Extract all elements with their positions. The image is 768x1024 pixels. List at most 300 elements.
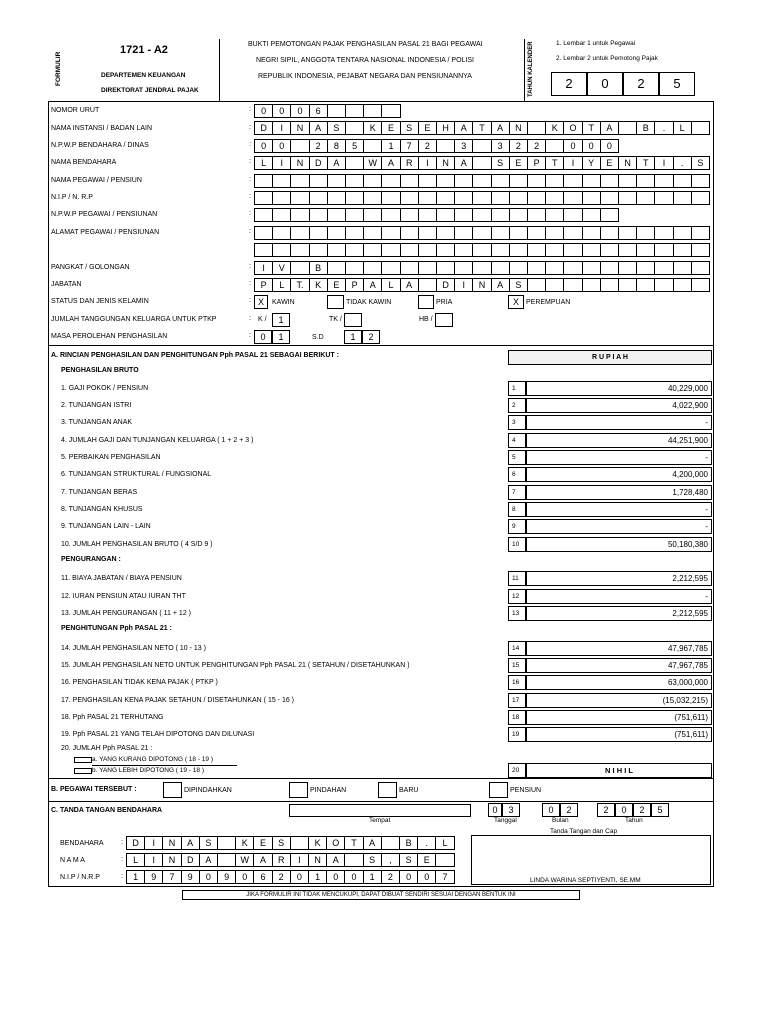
char-cell[interactable] bbox=[290, 191, 309, 205]
char-cell[interactable] bbox=[491, 261, 510, 275]
tempat-field[interactable] bbox=[289, 804, 471, 817]
char-cell[interactable] bbox=[545, 208, 564, 222]
char-cell[interactable]: S bbox=[399, 853, 418, 867]
char-cell[interactable] bbox=[545, 191, 564, 205]
char-cell[interactable] bbox=[654, 174, 673, 188]
char-cell[interactable] bbox=[527, 226, 546, 240]
char-cell[interactable]: K bbox=[363, 121, 382, 135]
char-cell[interactable] bbox=[309, 243, 328, 257]
row-value[interactable]: 47,967,785 bbox=[526, 658, 712, 673]
char-cell[interactable] bbox=[400, 208, 419, 222]
char-cell[interactable] bbox=[654, 261, 673, 275]
char-cell[interactable]: D bbox=[126, 836, 145, 850]
checkbox-tidak-kawin[interactable] bbox=[327, 295, 344, 309]
row-value[interactable]: 4,022,900 bbox=[526, 398, 712, 413]
char-cell[interactable]: T bbox=[472, 121, 491, 135]
year-digit[interactable]: 0 bbox=[587, 72, 623, 96]
char-cell[interactable]: I bbox=[254, 261, 273, 275]
char-cell[interactable]: A bbox=[363, 836, 382, 850]
char-cell[interactable] bbox=[654, 243, 673, 257]
char-cell[interactable] bbox=[636, 261, 655, 275]
char-cell[interactable]: 0 bbox=[399, 870, 418, 884]
char-cell[interactable]: A bbox=[253, 853, 272, 867]
char-cell[interactable] bbox=[527, 261, 546, 275]
char-cell[interactable]: D bbox=[436, 278, 455, 292]
char-cell[interactable]: W bbox=[363, 156, 382, 170]
masa-from-digit[interactable]: 1 bbox=[272, 330, 290, 344]
char-cell[interactable]: 0 bbox=[235, 870, 254, 884]
char-cell[interactable] bbox=[290, 208, 309, 222]
char-cell[interactable] bbox=[636, 243, 655, 257]
char-cell[interactable] bbox=[217, 836, 236, 850]
char-cell[interactable]: T bbox=[636, 156, 655, 170]
char-cell[interactable]: S bbox=[691, 156, 710, 170]
char-cell[interactable] bbox=[491, 243, 510, 257]
char-cell[interactable] bbox=[563, 208, 582, 222]
char-cell[interactable]: A bbox=[454, 156, 473, 170]
char-cell[interactable]: N bbox=[290, 156, 309, 170]
char-cell[interactable]: E bbox=[253, 836, 272, 850]
char-cell[interactable] bbox=[381, 191, 400, 205]
char-cell[interactable]: E bbox=[418, 121, 437, 135]
char-cell[interactable]: N bbox=[436, 156, 455, 170]
masa-to-digit[interactable]: 2 bbox=[362, 330, 380, 344]
sub-20b-box[interactable] bbox=[74, 768, 92, 774]
char-cell[interactable] bbox=[545, 278, 564, 292]
char-cell[interactable]: 7 bbox=[435, 870, 454, 884]
char-cell[interactable]: K bbox=[235, 836, 254, 850]
year-digit[interactable]: 5 bbox=[659, 72, 695, 96]
char-cell[interactable] bbox=[545, 139, 564, 153]
char-cell[interactable]: N bbox=[618, 156, 637, 170]
char-cell[interactable]: , bbox=[381, 853, 400, 867]
char-cell[interactable] bbox=[436, 174, 455, 188]
char-cell[interactable]: A bbox=[199, 853, 218, 867]
char-cell[interactable]: 0 bbox=[326, 870, 345, 884]
char-cell[interactable] bbox=[527, 191, 546, 205]
char-cell[interactable] bbox=[254, 243, 273, 257]
char-cell[interactable] bbox=[654, 278, 673, 292]
char-cell[interactable]: R bbox=[272, 853, 291, 867]
char-cell[interactable]: . bbox=[654, 121, 673, 135]
char-cell[interactable] bbox=[600, 174, 619, 188]
char-cell[interactable] bbox=[582, 208, 601, 222]
char-cell[interactable] bbox=[400, 191, 419, 205]
row-value[interactable]: 40,229,000 bbox=[526, 381, 712, 396]
char-cell[interactable]: 1 bbox=[308, 870, 327, 884]
char-cell[interactable] bbox=[673, 243, 692, 257]
char-cell[interactable]: N bbox=[308, 853, 327, 867]
char-cell[interactable]: A bbox=[600, 121, 619, 135]
char-cell[interactable] bbox=[272, 191, 291, 205]
year-digit[interactable]: 2 bbox=[551, 72, 587, 96]
char-cell[interactable] bbox=[418, 243, 437, 257]
char-cell[interactable] bbox=[472, 226, 491, 240]
char-cell[interactable] bbox=[418, 261, 437, 275]
char-cell[interactable] bbox=[618, 226, 637, 240]
char-cell[interactable] bbox=[654, 226, 673, 240]
char-cell[interactable]: 2 bbox=[509, 139, 528, 153]
char-cell[interactable] bbox=[400, 243, 419, 257]
char-cell[interactable] bbox=[618, 278, 637, 292]
char-cell[interactable]: A bbox=[181, 836, 200, 850]
char-cell[interactable] bbox=[600, 278, 619, 292]
row-value[interactable]: 47,967,785 bbox=[526, 641, 712, 656]
char-cell[interactable]: I bbox=[418, 156, 437, 170]
char-cell[interactable] bbox=[290, 174, 309, 188]
char-cell[interactable] bbox=[290, 836, 309, 850]
char-cell[interactable]: 0 bbox=[582, 139, 601, 153]
char-cell[interactable]: S bbox=[363, 853, 382, 867]
char-cell[interactable]: K bbox=[545, 121, 564, 135]
char-cell[interactable] bbox=[636, 226, 655, 240]
char-cell[interactable]: S bbox=[199, 836, 218, 850]
char-cell[interactable] bbox=[563, 226, 582, 240]
char-cell[interactable] bbox=[563, 278, 582, 292]
char-cell[interactable] bbox=[491, 226, 510, 240]
char-cell[interactable] bbox=[454, 243, 473, 257]
char-cell[interactable] bbox=[327, 261, 346, 275]
char-cell[interactable] bbox=[436, 261, 455, 275]
char-cell[interactable]: A bbox=[491, 278, 510, 292]
row-value[interactable]: - bbox=[526, 589, 712, 604]
char-cell[interactable] bbox=[673, 278, 692, 292]
tanggungan-tk-value[interactable] bbox=[344, 313, 362, 327]
char-cell[interactable]: E bbox=[509, 156, 528, 170]
char-cell[interactable] bbox=[381, 261, 400, 275]
char-cell[interactable] bbox=[363, 174, 382, 188]
char-cell[interactable] bbox=[454, 191, 473, 205]
char-cell[interactable]: A bbox=[381, 156, 400, 170]
char-cell[interactable]: A bbox=[327, 156, 346, 170]
char-cell[interactable]: 3 bbox=[491, 139, 510, 153]
char-cell[interactable]: E bbox=[600, 156, 619, 170]
char-cell[interactable]: L bbox=[272, 278, 291, 292]
tanggal-digit[interactable]: 0 bbox=[488, 803, 502, 817]
char-cell[interactable] bbox=[436, 243, 455, 257]
char-cell[interactable]: 0 bbox=[600, 139, 619, 153]
char-cell[interactable]: B bbox=[309, 261, 328, 275]
char-cell[interactable] bbox=[327, 208, 346, 222]
char-cell[interactable] bbox=[491, 174, 510, 188]
char-cell[interactable]: 6 bbox=[309, 104, 328, 118]
char-cell[interactable] bbox=[472, 174, 491, 188]
char-cell[interactable] bbox=[454, 174, 473, 188]
char-cell[interactable] bbox=[290, 139, 309, 153]
char-cell[interactable]: N bbox=[472, 278, 491, 292]
char-cell[interactable]: P bbox=[527, 156, 546, 170]
char-cell[interactable] bbox=[582, 243, 601, 257]
char-cell[interactable] bbox=[309, 191, 328, 205]
char-cell[interactable]: 1 bbox=[381, 139, 400, 153]
char-cell[interactable]: 0 bbox=[199, 870, 218, 884]
char-cell[interactable]: A bbox=[400, 278, 419, 292]
char-cell[interactable] bbox=[400, 174, 419, 188]
char-cell[interactable] bbox=[454, 226, 473, 240]
row-value[interactable]: 4,200,000 bbox=[526, 467, 712, 482]
char-cell[interactable] bbox=[527, 243, 546, 257]
char-cell[interactable] bbox=[272, 174, 291, 188]
char-cell[interactable]: N bbox=[162, 836, 181, 850]
char-cell[interactable] bbox=[618, 191, 637, 205]
char-cell[interactable] bbox=[527, 121, 546, 135]
char-cell[interactable] bbox=[509, 243, 528, 257]
char-cell[interactable] bbox=[691, 243, 710, 257]
char-cell[interactable]: 0 bbox=[290, 870, 309, 884]
char-cell[interactable] bbox=[673, 261, 692, 275]
char-cell[interactable] bbox=[654, 191, 673, 205]
char-cell[interactable]: S bbox=[509, 278, 528, 292]
char-cell[interactable]: I bbox=[454, 278, 473, 292]
tanggungan-hb-value[interactable] bbox=[435, 313, 453, 327]
char-cell[interactable] bbox=[418, 208, 437, 222]
char-cell[interactable] bbox=[618, 261, 637, 275]
row-value[interactable]: (751,611) bbox=[526, 710, 712, 725]
char-cell[interactable] bbox=[381, 243, 400, 257]
char-cell[interactable]: 0 bbox=[272, 104, 291, 118]
char-cell[interactable] bbox=[545, 261, 564, 275]
char-cell[interactable]: S bbox=[327, 121, 346, 135]
char-cell[interactable]: K bbox=[308, 836, 327, 850]
char-cell[interactable]: 1 bbox=[126, 870, 145, 884]
year-digit[interactable]: 2 bbox=[623, 72, 659, 96]
char-cell[interactable]: 2 bbox=[527, 139, 546, 153]
char-cell[interactable]: 2 bbox=[309, 139, 328, 153]
tahun-digit[interactable]: 2 bbox=[633, 803, 651, 817]
char-cell[interactable] bbox=[363, 208, 382, 222]
char-cell[interactable] bbox=[345, 121, 364, 135]
char-cell[interactable]: L bbox=[435, 836, 454, 850]
char-cell[interactable]: S bbox=[272, 836, 291, 850]
row-value[interactable]: 2,212,595 bbox=[526, 571, 712, 586]
char-cell[interactable] bbox=[272, 208, 291, 222]
char-cell[interactable] bbox=[418, 278, 437, 292]
char-cell[interactable] bbox=[472, 156, 491, 170]
char-cell[interactable]: T bbox=[344, 836, 363, 850]
char-cell[interactable]: D bbox=[254, 121, 273, 135]
char-cell[interactable] bbox=[636, 278, 655, 292]
char-cell[interactable] bbox=[454, 261, 473, 275]
char-cell[interactable]: 8 bbox=[327, 139, 346, 153]
char-cell[interactable] bbox=[582, 226, 601, 240]
char-cell[interactable] bbox=[436, 139, 455, 153]
char-cell[interactable] bbox=[472, 261, 491, 275]
char-cell[interactable]: K bbox=[309, 278, 328, 292]
char-cell[interactable]: . bbox=[673, 156, 692, 170]
char-cell[interactable]: 2 bbox=[272, 870, 291, 884]
char-cell[interactable] bbox=[472, 139, 491, 153]
tanggal-digit[interactable]: 3 bbox=[502, 803, 520, 817]
char-cell[interactable] bbox=[272, 243, 291, 257]
char-cell[interactable]: 9 bbox=[181, 870, 200, 884]
char-cell[interactable]: 0 bbox=[254, 104, 273, 118]
char-cell[interactable] bbox=[436, 208, 455, 222]
char-cell[interactable]: 7 bbox=[400, 139, 419, 153]
row-value[interactable]: (751,611) bbox=[526, 727, 712, 742]
checkbox-pensiun[interactable] bbox=[489, 782, 508, 798]
char-cell[interactable]: T. bbox=[290, 278, 309, 292]
char-cell[interactable]: 0 bbox=[344, 870, 363, 884]
char-cell[interactable] bbox=[254, 226, 273, 240]
checkbox-pria[interactable] bbox=[418, 295, 434, 309]
row-value[interactable]: (15,032,215) bbox=[526, 693, 712, 708]
char-cell[interactable]: I bbox=[144, 836, 163, 850]
char-cell[interactable]: T bbox=[582, 121, 601, 135]
char-cell[interactable] bbox=[327, 226, 346, 240]
char-cell[interactable]: I bbox=[563, 156, 582, 170]
char-cell[interactable] bbox=[435, 853, 454, 867]
tahun-digit[interactable]: 2 bbox=[597, 803, 615, 817]
char-cell[interactable] bbox=[345, 191, 364, 205]
char-cell[interactable]: V bbox=[272, 261, 291, 275]
char-cell[interactable] bbox=[436, 191, 455, 205]
char-cell[interactable] bbox=[673, 191, 692, 205]
char-cell[interactable] bbox=[600, 261, 619, 275]
char-cell[interactable] bbox=[327, 243, 346, 257]
char-cell[interactable]: D bbox=[309, 156, 328, 170]
row-value[interactable]: 2,212,595 bbox=[526, 606, 712, 621]
char-cell[interactable] bbox=[509, 208, 528, 222]
char-cell[interactable]: N bbox=[162, 853, 181, 867]
char-cell[interactable] bbox=[582, 278, 601, 292]
char-cell[interactable] bbox=[363, 261, 382, 275]
char-cell[interactable] bbox=[345, 156, 364, 170]
char-cell[interactable] bbox=[309, 226, 328, 240]
char-cell[interactable] bbox=[418, 191, 437, 205]
char-cell[interactable] bbox=[527, 174, 546, 188]
char-cell[interactable] bbox=[472, 208, 491, 222]
char-cell[interactable]: N bbox=[509, 121, 528, 135]
char-cell[interactable]: L bbox=[126, 853, 145, 867]
char-cell[interactable]: L bbox=[254, 156, 273, 170]
char-cell[interactable] bbox=[290, 261, 309, 275]
char-cell[interactable] bbox=[582, 261, 601, 275]
char-cell[interactable] bbox=[691, 191, 710, 205]
char-cell[interactable] bbox=[636, 174, 655, 188]
char-cell[interactable] bbox=[363, 139, 382, 153]
char-cell[interactable]: 7 bbox=[162, 870, 181, 884]
char-cell[interactable] bbox=[618, 121, 637, 135]
char-cell[interactable] bbox=[327, 191, 346, 205]
char-cell[interactable] bbox=[363, 191, 382, 205]
char-cell[interactable] bbox=[436, 226, 455, 240]
char-cell[interactable] bbox=[345, 243, 364, 257]
char-cell[interactable]: I bbox=[272, 156, 291, 170]
char-cell[interactable] bbox=[345, 261, 364, 275]
char-cell[interactable] bbox=[691, 278, 710, 292]
char-cell[interactable] bbox=[563, 243, 582, 257]
char-cell[interactable]: W bbox=[235, 853, 254, 867]
char-cell[interactable] bbox=[509, 191, 528, 205]
char-cell[interactable]: 0 bbox=[272, 139, 291, 153]
char-cell[interactable] bbox=[582, 174, 601, 188]
char-cell[interactable] bbox=[381, 836, 400, 850]
char-cell[interactable] bbox=[290, 226, 309, 240]
char-cell[interactable] bbox=[545, 226, 564, 240]
char-cell[interactable]: 2 bbox=[418, 139, 437, 153]
checkbox-perempuan[interactable]: X bbox=[508, 295, 524, 309]
char-cell[interactable] bbox=[563, 261, 582, 275]
char-cell[interactable] bbox=[363, 243, 382, 257]
checkbox-dipindahkan[interactable] bbox=[163, 782, 182, 798]
char-cell[interactable] bbox=[563, 174, 582, 188]
char-cell[interactable] bbox=[600, 208, 619, 222]
char-cell[interactable] bbox=[381, 208, 400, 222]
char-cell[interactable]: I bbox=[290, 853, 309, 867]
char-cell[interactable]: T bbox=[545, 156, 564, 170]
char-cell[interactable]: A bbox=[309, 121, 328, 135]
char-cell[interactable] bbox=[344, 853, 363, 867]
char-cell[interactable] bbox=[345, 104, 364, 118]
char-cell[interactable]: N bbox=[290, 121, 309, 135]
char-cell[interactable]: E bbox=[417, 853, 436, 867]
char-cell[interactable] bbox=[673, 174, 692, 188]
char-cell[interactable] bbox=[509, 174, 528, 188]
char-cell[interactable] bbox=[673, 226, 692, 240]
char-cell[interactable] bbox=[491, 191, 510, 205]
char-cell[interactable] bbox=[254, 191, 273, 205]
char-cell[interactable]: I bbox=[272, 121, 291, 135]
char-cell[interactable]: S bbox=[400, 121, 419, 135]
char-cell[interactable] bbox=[217, 853, 236, 867]
masa-to-digit[interactable]: 1 bbox=[344, 330, 362, 344]
char-cell[interactable]: 5 bbox=[345, 139, 364, 153]
char-cell[interactable]: L bbox=[381, 278, 400, 292]
char-cell[interactable] bbox=[345, 226, 364, 240]
char-cell[interactable]: 0 bbox=[290, 104, 309, 118]
char-cell[interactable] bbox=[545, 174, 564, 188]
char-cell[interactable] bbox=[691, 226, 710, 240]
char-cell[interactable] bbox=[454, 208, 473, 222]
char-cell[interactable] bbox=[563, 191, 582, 205]
row-value[interactable]: N I H I L bbox=[526, 763, 712, 778]
char-cell[interactable]: 1 bbox=[363, 870, 382, 884]
checkbox-baru[interactable] bbox=[378, 782, 397, 798]
char-cell[interactable] bbox=[472, 243, 491, 257]
char-cell[interactable] bbox=[418, 174, 437, 188]
bulan-digit[interactable]: 2 bbox=[560, 803, 578, 817]
char-cell[interactable] bbox=[618, 174, 637, 188]
char-cell[interactable] bbox=[400, 261, 419, 275]
masa-from-digit[interactable]: 0 bbox=[254, 330, 272, 344]
tahun-digit[interactable]: 0 bbox=[615, 803, 633, 817]
char-cell[interactable] bbox=[254, 174, 273, 188]
char-cell[interactable]: 0 bbox=[254, 139, 273, 153]
char-cell[interactable] bbox=[290, 243, 309, 257]
char-cell[interactable]: P bbox=[345, 278, 364, 292]
char-cell[interactable]: P bbox=[254, 278, 273, 292]
tanggungan-k-value[interactable]: 1 bbox=[272, 313, 290, 327]
char-cell[interactable] bbox=[363, 104, 382, 118]
char-cell[interactable] bbox=[272, 226, 291, 240]
char-cell[interactable]: E bbox=[381, 121, 400, 135]
row-value[interactable]: 1,728,480 bbox=[526, 485, 712, 500]
char-cell[interactable] bbox=[400, 226, 419, 240]
row-value[interactable]: 44,251,900 bbox=[526, 433, 712, 448]
row-value[interactable]: - bbox=[526, 502, 712, 517]
char-cell[interactable] bbox=[545, 243, 564, 257]
char-cell[interactable] bbox=[309, 174, 328, 188]
char-cell[interactable] bbox=[309, 208, 328, 222]
char-cell[interactable]: O bbox=[326, 836, 345, 850]
char-cell[interactable]: A bbox=[491, 121, 510, 135]
char-cell[interactable] bbox=[509, 261, 528, 275]
char-cell[interactable]: Y bbox=[582, 156, 601, 170]
char-cell[interactable]: 0 bbox=[563, 139, 582, 153]
char-cell[interactable] bbox=[381, 226, 400, 240]
char-cell[interactable]: 9 bbox=[217, 870, 236, 884]
char-cell[interactable] bbox=[327, 104, 346, 118]
